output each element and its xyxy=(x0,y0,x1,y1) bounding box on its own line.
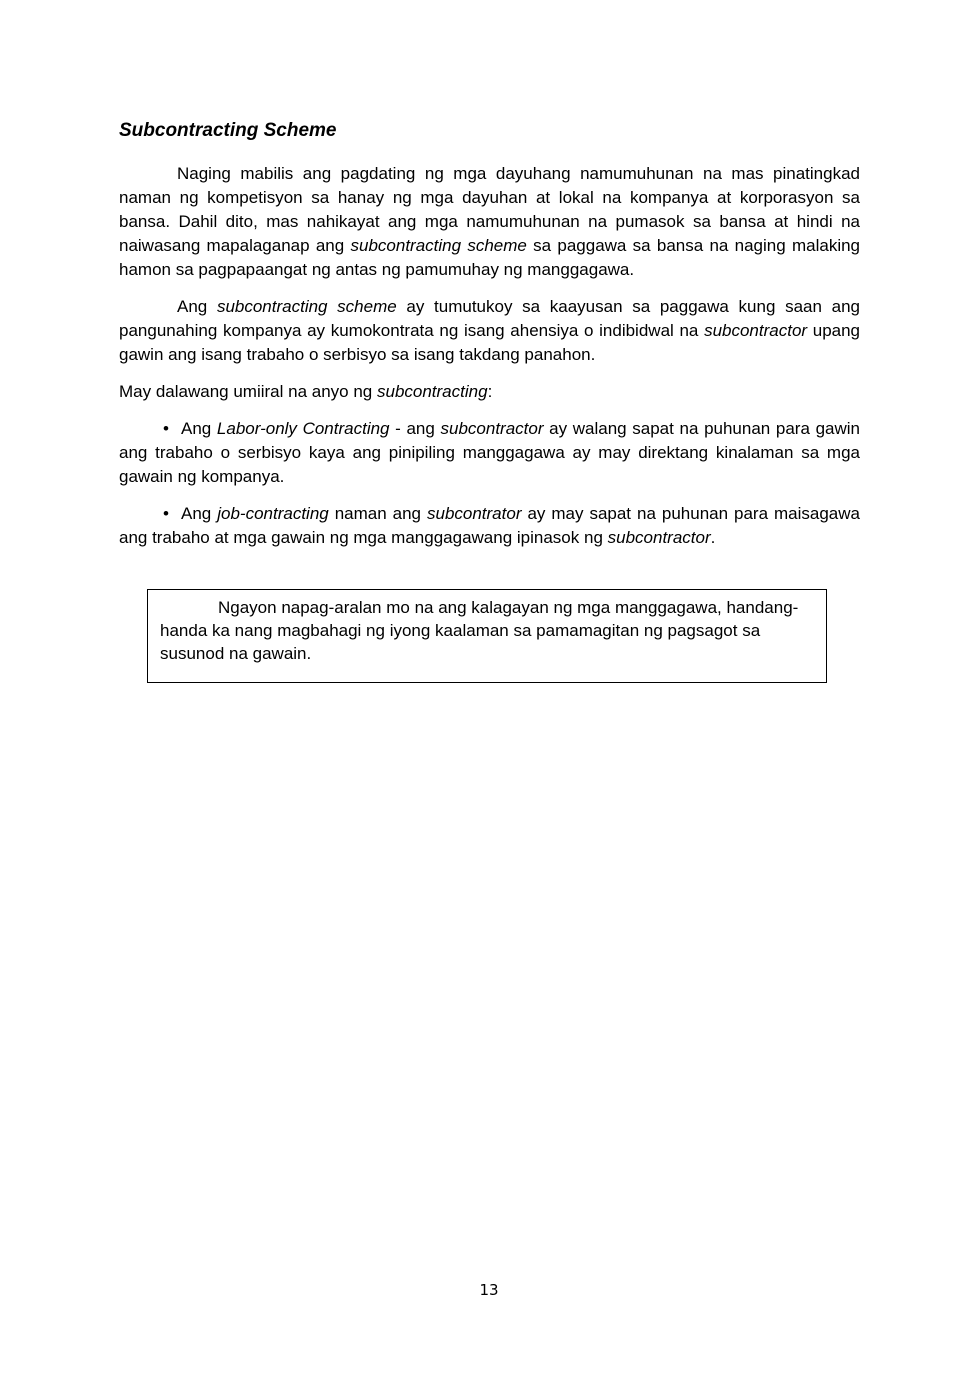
bullet-2-term-3: subcontractor xyxy=(607,528,711,547)
bullet-icon: • xyxy=(163,419,169,438)
paragraph-2-text-e: upang gawin ang isang trabaho o serbisyo sa isang takdang panahon. xyxy=(119,321,861,364)
page-number: 13 xyxy=(479,1281,499,1299)
paragraph-3-text-a: May dalawang umiiral na anyo ng xyxy=(119,382,377,401)
paragraph-1-text-c: sa paggawa sa bansa na naging malaking hamon sa pagpapaangat ng antas ng pamumuhay ng manggagawa. xyxy=(119,236,860,279)
bullet-icon: • xyxy=(163,504,169,523)
paragraph-3-text-c: : xyxy=(487,382,493,401)
bullet-item-2 xyxy=(119,502,860,550)
bullet-2-text-g: . xyxy=(710,528,716,547)
bullet-2-term-2: subcontrator xyxy=(426,504,522,523)
paragraph-3 xyxy=(119,380,860,404)
bullet-item-1 xyxy=(119,417,860,489)
bullet-2-text-a: Ang xyxy=(181,504,218,523)
paragraph-2-term: subcontracting scheme xyxy=(216,297,397,316)
bullet-2-text-e: ay may sapat na puhunan para maisagawa ang trabaho at mga gawain ng mga manggagawang ipinasok ng xyxy=(119,504,860,547)
bullet-1-text-c: - ang xyxy=(389,419,441,438)
bullet-1-text-a: Ang xyxy=(181,419,217,438)
paragraph-2-text-c: ay tumutukoy sa kaayusan sa paggawa kung saan ang pangunahing kompanya ay kumokontrata ng isang ahensiya o indibidwal na xyxy=(119,297,860,340)
bullet-1-term: Labor-only Contracting xyxy=(216,419,390,438)
section-title: Subcontracting Scheme xyxy=(119,120,337,141)
paragraph-1 xyxy=(119,162,860,282)
bullet-1-text-e: ay walang sapat na puhunan para gawin ang trabaho o serbisyo kaya ang pinipiling manggagawa ay may direktang kinalaman sa mga gawain ng kompanya. xyxy=(119,419,860,486)
bullet-2-term: job-contracting xyxy=(217,504,329,523)
paragraph-1-text-a: Naging mabilis ang pagdating ng mga dayuhang namumuhunan na mas pinatingkad naman ng kompetisyon sa hanay ng mga dayuhan at lokal na kompanya at korporasyon sa bansa. Dahil dito, mas nahikayat ang mga namumuhunan na pumasok sa bansa at hindi na naiwasang mapalaganap ang xyxy=(119,164,860,255)
paragraph-2 xyxy=(119,295,860,367)
paragraph-2-text-a: Ang xyxy=(177,297,217,316)
note-box xyxy=(147,589,827,683)
paragraph-1-term: subcontracting scheme xyxy=(350,236,527,255)
note-text: Ngayon napag-aralan mo na ang kalagayan ng mga manggagawa, handang-handa ka nang magbahagi ng iyong kaalaman sa pamamagitan ng pagsagot sa susunod na gawain. xyxy=(160,598,799,663)
page-content xyxy=(119,118,860,563)
bullet-1-term-2: subcontractor xyxy=(440,419,544,438)
paragraph-2-term-2: subcontractor xyxy=(704,321,808,340)
bullet-2-text-c: naman ang xyxy=(328,504,427,523)
paragraph-3-term: subcontracting xyxy=(376,382,488,401)
